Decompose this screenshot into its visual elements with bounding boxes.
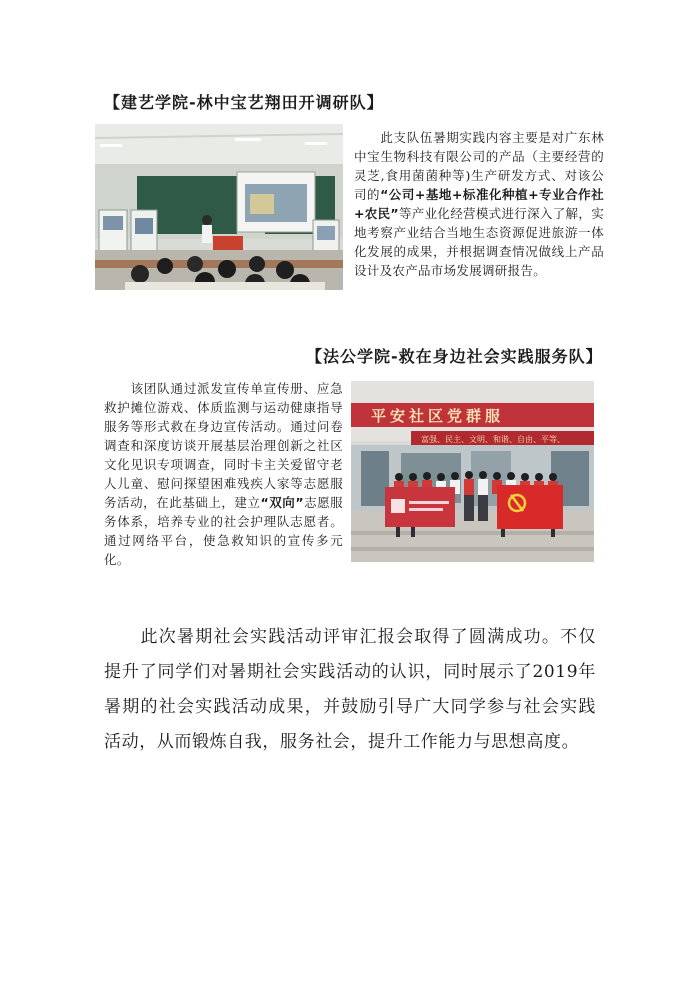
section2-text-before: 该团队通过派发宣传单宣传册、应急救护摊位游戏、体质监测与运动健康指导服务等形式救在身边宣传活动。通过问卷调查和深度访谈开展基层治理创新之社区文化见识专项调查，同时卡主关爱留守老人儿童、慰问探望困难残疾人家等志愿服务活动，在此基础上，建立 xyxy=(104,381,343,510)
section1-description xyxy=(354,128,604,280)
section1-heading: 【建艺学院-林中宝艺翔田开调研队】 xyxy=(104,93,384,112)
banner-sign: 平安社区党群服 xyxy=(371,407,505,425)
section2-text-after: 志愿服务体系，培养专业的社会护理队志愿者。通过网络平台，使急救知识的宣传多元化。 xyxy=(104,495,343,567)
closing-text: 此次暑期社会实践活动评审汇报会取得了圆满成功。不仅提升了同学们对暑期社会实践活动的认识，同时展示了2019年暑期的社会实践活动成果，并鼓励引导广大同学参与社会实践活动，从而锻炼自我，服务社会，提升工作能力与思想高度。 xyxy=(104,627,597,752)
section1-text-after: 等产业化经营模式进行深入了解，实地考察产业结合当地生态资源促进旅游一体化发展的成果，并根据调查情况做线上产品设计及农产品市场发展调研报告。 xyxy=(354,206,604,278)
classroom-presentation-photo xyxy=(95,124,343,290)
classroom-illustration xyxy=(95,124,343,290)
slogan-sign: 富强、民主、文明、和谐、自由、平等、 xyxy=(421,435,565,444)
section2-heading: 【法公学院-救在身边社会实践服务队】 xyxy=(306,347,603,366)
section2-description xyxy=(104,379,343,569)
section1-text-before: 此支队伍暑期实践内容主要是对广东林中宝生物科技有限公司的产品（主要经营的灵芝,食用菌菌种等)生产研发方式、对该公司的 xyxy=(354,130,604,202)
community-team-photo xyxy=(351,381,594,562)
closing-paragraph xyxy=(104,620,596,760)
section2-bold-text: “双向” xyxy=(260,495,304,510)
community-illustration xyxy=(351,381,594,562)
section1-bold-text: “公司+基地+标准化种植+专业合作社+农民” xyxy=(354,187,604,221)
